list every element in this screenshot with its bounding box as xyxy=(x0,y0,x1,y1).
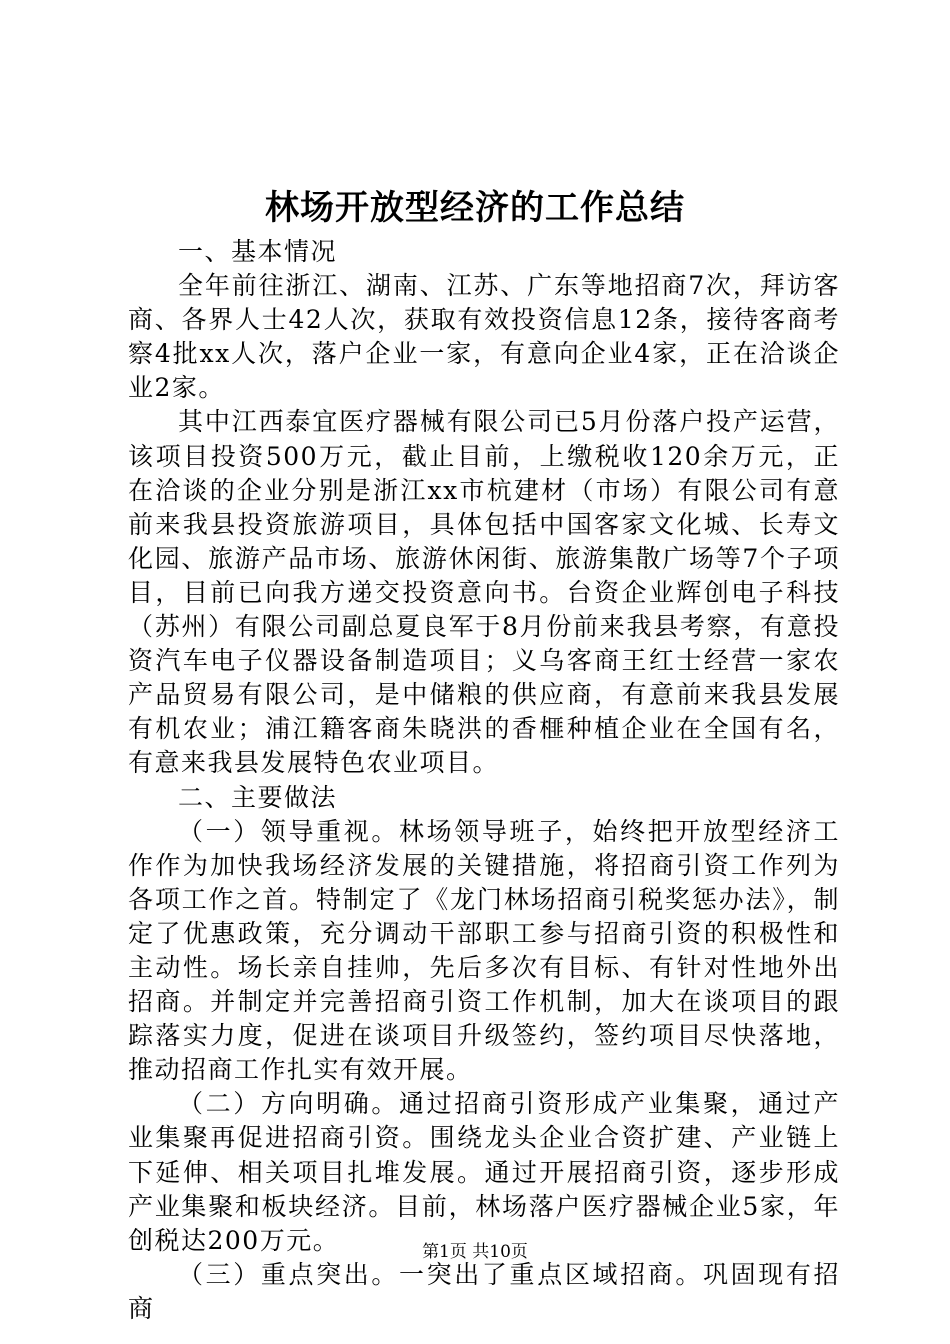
paragraph: （二）方向明确。通过招商引资形成产业集聚，通过产业集聚再促进招商引资。围绕龙头企业合资扩建、产业链上下延伸、相关项目扎堆发展。通过开展招商引资，逐步形成产业集聚和板块经济。目前，林场落户医疗器械企业5家，年创税达200万元。 xyxy=(128,1089,840,1255)
section-heading-basic-situation: 一、基本情况 xyxy=(178,237,338,266)
document-title: 林场开放型经济的工作总结 xyxy=(265,188,685,228)
paragraph: （一）领导重视。林场领导班子，始终把开放型经济工作作为加快我场经济发展的关键措施，将招商引资工作列为各项工作之首。特制定了《龙门林场招商引税奖惩办法》，制定了优惠政策，充分调动干部职工参与招商引资的积极性和主动性。场长亲自挂帅，先后多次有目标、有针对性地外出招商。并制定并完善招商引资工作机制，加大在谈项目的跟踪落实力度，促进在谈项目升级签约，签约项目尽快落地，推动招商工作扎实有效开展。 xyxy=(128,816,840,1085)
paragraph: 全年前往浙江、湖南、江苏、广东等地招商7次，拜访客商、各界人士42人次，获取有效投资信息12条，接待客商考察4批xx人次，落户企业一家，有意向企业4家，正在洽谈企业2家。 xyxy=(128,271,840,403)
page-footer: 第1页 共10页 xyxy=(422,1242,528,1262)
paragraph: （三）重点突出。一突出了重点区域招商。巩固现有招商 xyxy=(128,1259,840,1323)
section-heading-main-practices: 二、主要做法 xyxy=(178,782,338,812)
paragraph: 其中江西泰宜医疗器械有限公司已5月份落户投产运营，该项目投资500万元，截止目前，上缴税收120余万元，正在洽谈的企业分别是浙江xx市杭建材（市场）有限公司有意前来我县投资旅游项目，具体包括中国客家文化城、长寿文化园、旅游产品市场、旅游休闲街、旅游集散广场等7个子项目，目前已向我方递交投资意向书。台资企业辉创电子科技（苏州）有限公司副总夏良军于8月份前来我县考察，有意投资汽车电子仪器设备制造项目；义乌客商王红士经营一家农产品贸易有限公司，是中储粮的供应商，有意前来我县发展有机农业；浦江籍客商朱晓洪的香榧种植企业在全国有名，有意来我县发展特色农业项目。 xyxy=(128,407,840,778)
document-body xyxy=(128,235,840,1326)
